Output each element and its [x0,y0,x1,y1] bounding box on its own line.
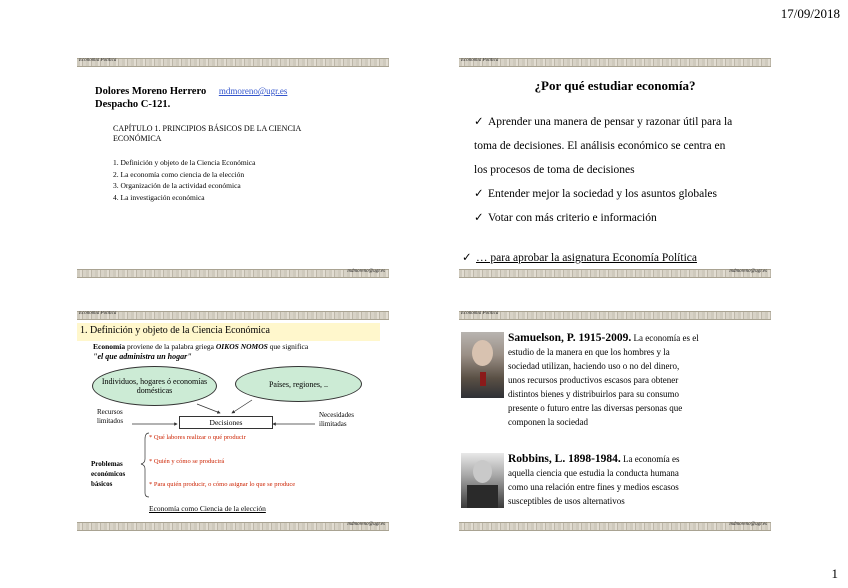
slide-3 [77,311,389,531]
slide-title: ¿Por qué estudiar economía? [534,78,696,93]
contents-item: 1. Definición y objeto de la Ciencia Económica [113,158,256,167]
chapter-line-1: CAPÍTULO 1. PRINCIPIOS BÁSICOS DE LA CIENCIA [113,124,302,133]
eleccion-label: Economía como Ciencia de la elección [149,504,266,513]
slide-bottom-bar [77,269,389,278]
check-icon: ✓ [474,116,484,128]
intro-quote: "el que administra un hogar" [93,352,192,361]
print-date: 17/09/2018 [780,6,840,21]
intro-text: Economía proviene de la palabra griega OIKOS NOMOS que significa [93,342,309,351]
check-icon: ✓ [474,212,484,224]
author-email-link[interactable]: mdmoreno@ugr.es [218,86,288,96]
contents-item: 4. La investigación económica [113,192,205,202]
reasons-list [474,110,769,230]
necesidades-label: Necesidades ilimitadas [319,411,354,428]
slide-bottom-bar [459,269,771,278]
slide-top-bar [77,58,389,67]
reason-line: toma de decisiones. El análisis económico se centra en [474,140,726,152]
chapter-line-2: ECONÓMICA [113,134,162,143]
reason-line: ✓ Entender mejor la sociedad y los asuntos globales [474,182,769,206]
contents-item: 3. Organización de la actividad económica [113,181,241,190]
samuelson-line: Samuelson, P. 1915-2009. La economía es el [508,332,699,344]
samuelson-photo [461,332,504,398]
chapter-title [113,124,301,144]
ellipse-countries: Países, regiones, .. [235,366,362,402]
contents-item: 2. La economía como ciencia de la elección [113,169,245,179]
problem-what: * Qué labores realizar o qué producir [149,434,246,441]
office-text: Despacho C-121. [95,99,171,110]
reason-line: ✓ Votar con más criterio e información [474,206,769,230]
problem-for-whom: * Para quién producir, o cómo asignar lo que se produce [149,481,296,488]
check-icon: ✓ [474,188,484,200]
problem-how: * Quién y cómo se producirá [149,458,225,465]
slide-bottom-bar [77,522,389,531]
slide-bottom-bar [459,522,771,531]
check-icon: ✓ [462,252,472,264]
ellipse-households: Individuos, hogares ó economías domésticas [92,366,217,406]
chapter-contents [113,157,255,203]
robbins-definition: Robbins, L. 1898-1984. La economía es aquella ciencia que estudia la conducta humana como una relación entre fines y medios escasos susceptibles de usos alternativos [508,452,770,508]
robbins-line: Robbins, L. 1898-1984. La economía es [508,453,680,465]
bar-label: Economía Política [461,311,499,316]
slide-top-bar [459,311,771,320]
slide-1 [77,58,389,278]
last-reason: ✓ … para aprobar la asignatura Economía Política [462,252,697,264]
section-heading: 1. Definición y objeto de la Ciencia Económica [80,325,270,336]
bar-label: Economía Política [79,58,117,63]
footer-email: mdmoreno@ugr.es [347,522,385,527]
robbins-photo [461,453,504,508]
slide-top-bar [459,58,771,67]
decisiones-box: Decisiones [179,416,273,429]
author-block [95,86,287,97]
problemas-label: Problemas económicos básicos [91,460,126,488]
reason-line: ✓ Aprender una manera de pensar y razonar útil para la [474,110,769,134]
recursos-label: Recursos limitados [97,408,124,425]
author-name: Dolores Moreno Herrero [95,86,207,97]
page-number: 1 [831,566,838,581]
reason-line: los procesos de toma de decisiones [474,164,635,176]
slide-2 [459,58,771,278]
slide-4 [459,311,771,531]
bar-label: Economía Política [79,311,117,316]
footer-email: mdmoreno@ugr.es [347,269,385,274]
samuelson-definition: Samuelson, P. 1915-2009. La economía es el estudio de la manera en que los hombres y la sociedad utilizan, haciendo uso o no del dinero, unos recursos productivos escasos para obtener distintos bienes y distribuirlos para su consumo presente o futuro entre las diversas personas que componen la sociedad [508,331,770,429]
bar-label: Economía Política [461,58,499,63]
footer-email: mdmoreno@ugr.es [729,269,767,274]
footer-email: mdmoreno@ugr.es [729,522,767,527]
